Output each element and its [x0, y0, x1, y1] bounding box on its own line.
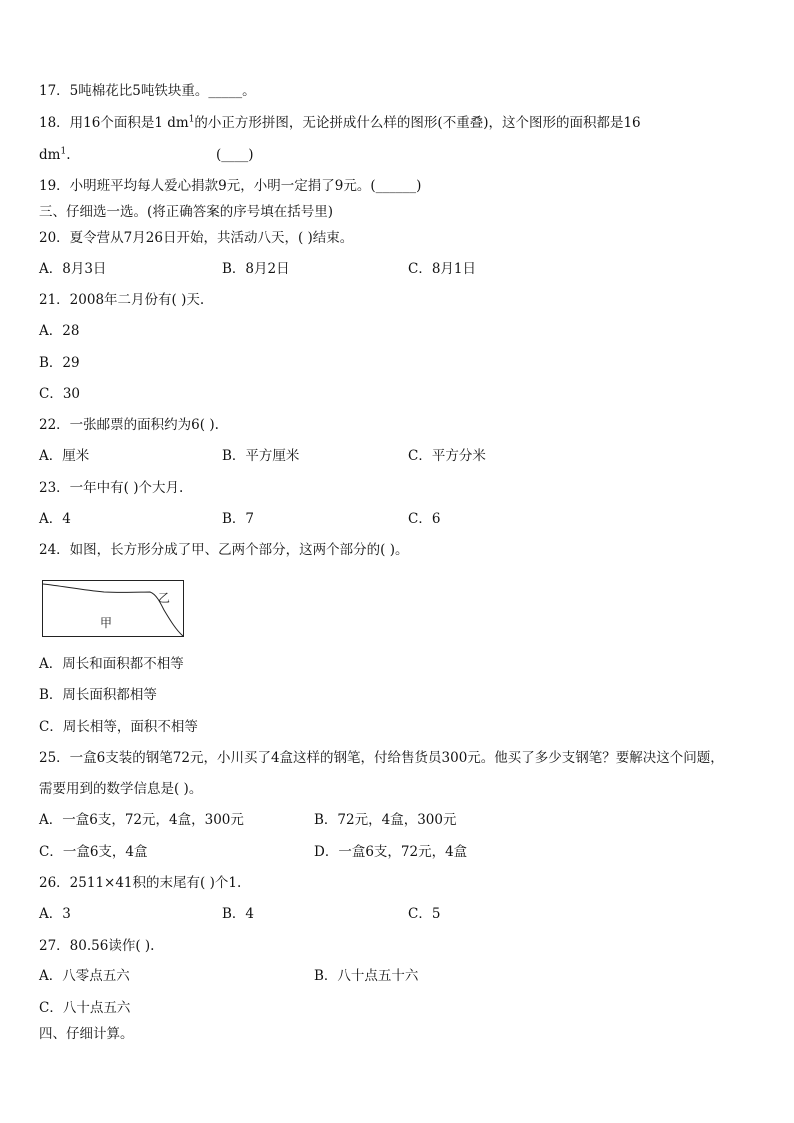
section3-heading: 三、仔细选一选。(将正确答案的序号填在括号里)	[39, 204, 334, 220]
q27-option-b: B．八十点五十六	[314, 968, 419, 984]
q21-option-a: A．28	[39, 323, 80, 339]
q25-line1: 25．一盒6支装的钢笔72元，小川买了4盒这样的钢笔，付给售货员300元。他买了多少支钢笔？要解决这个问题，	[39, 750, 724, 766]
q24-option-a: A．周长和面积都不相等	[39, 656, 184, 672]
q21-option-b: B．29	[39, 355, 80, 371]
q27-option-a: A．八零点五六	[39, 968, 130, 984]
figure-label-jia: 甲	[100, 616, 113, 630]
q24-rectangle-figure	[42, 580, 184, 637]
q20: 20．夏令营从7月26日开始，共活动八天，( )结束。	[39, 230, 354, 246]
q19: 19．小明班平均每人爱心捐款9元，小明一定捐了9元。(______)	[39, 178, 422, 194]
q24: 24．如图，长方形分成了甲、乙两个部分，这两个部分的( )。	[39, 542, 409, 558]
q18-unit-sup: 1	[60, 146, 67, 157]
q24-option-b: B．周长面积都相等	[39, 687, 157, 703]
q18-text-b: 的小正方形拼图，无论拼成什么样的图形(不重叠)，这个图形的面积都是16	[194, 115, 641, 131]
q27: 27．80.56读作( ).	[39, 938, 155, 954]
section4-heading: 四、仔细计算。	[39, 1026, 134, 1042]
q26-option-c: C．5	[408, 906, 441, 922]
figure-rectangle	[43, 581, 184, 637]
q23-option-a: A．4	[39, 511, 71, 527]
q20-option-a: A．8月3日	[39, 261, 107, 277]
q22: 22．一张邮票的面积约为6( ).	[39, 417, 219, 433]
q25-option-d: D．一盒6支，72元，4盒	[314, 844, 468, 860]
q18-line1	[39, 114, 641, 132]
q21-option-c: C．30	[39, 386, 81, 402]
q22-option-a: A．厘米	[39, 448, 90, 464]
q26-option-a: A．3	[39, 906, 71, 922]
q26: 26．2511×41积的末尾有( )个1.	[39, 875, 242, 891]
q20-option-b: B．8月2日	[222, 261, 290, 277]
q18-line2	[39, 146, 70, 164]
q18-sup: 1	[188, 114, 195, 125]
q25-option-c: C．一盒6支，4盒	[39, 844, 148, 860]
q25-option-a: A．一盒6支，72元，4盒，300元	[39, 812, 244, 828]
q25-option-b: B．72元，4盒，300元	[314, 812, 457, 828]
q18-unit: dm	[39, 147, 61, 163]
q26-option-b: B．4	[222, 906, 255, 922]
q25-line2: 需要用到的数学信息是( )。	[39, 781, 203, 797]
q18-blank: (____)	[216, 147, 254, 163]
q27-option-c: C．八十点五六	[39, 1000, 131, 1016]
q22-option-b: B．平方厘米	[222, 448, 300, 464]
q18-text-a: 18．用16个面积是1 dm	[39, 115, 189, 131]
q17: 17．5吨棉花比5吨铁块重。_____。	[39, 83, 256, 99]
q24-option-c: C．周长相等，面积不相等	[39, 719, 198, 735]
figure-label-yi: 乙	[158, 591, 171, 605]
q23: 23．一年中有( )个大月.	[39, 480, 184, 496]
q18-period: .	[66, 147, 71, 163]
q22-option-c: C．平方分米	[408, 448, 486, 464]
q23-option-c: C．6	[408, 511, 441, 527]
q23-option-b: B．7	[222, 511, 255, 527]
q20-option-c: C．8月1日	[408, 261, 477, 277]
q21: 21．2008年二月份有( )天.	[39, 292, 205, 308]
